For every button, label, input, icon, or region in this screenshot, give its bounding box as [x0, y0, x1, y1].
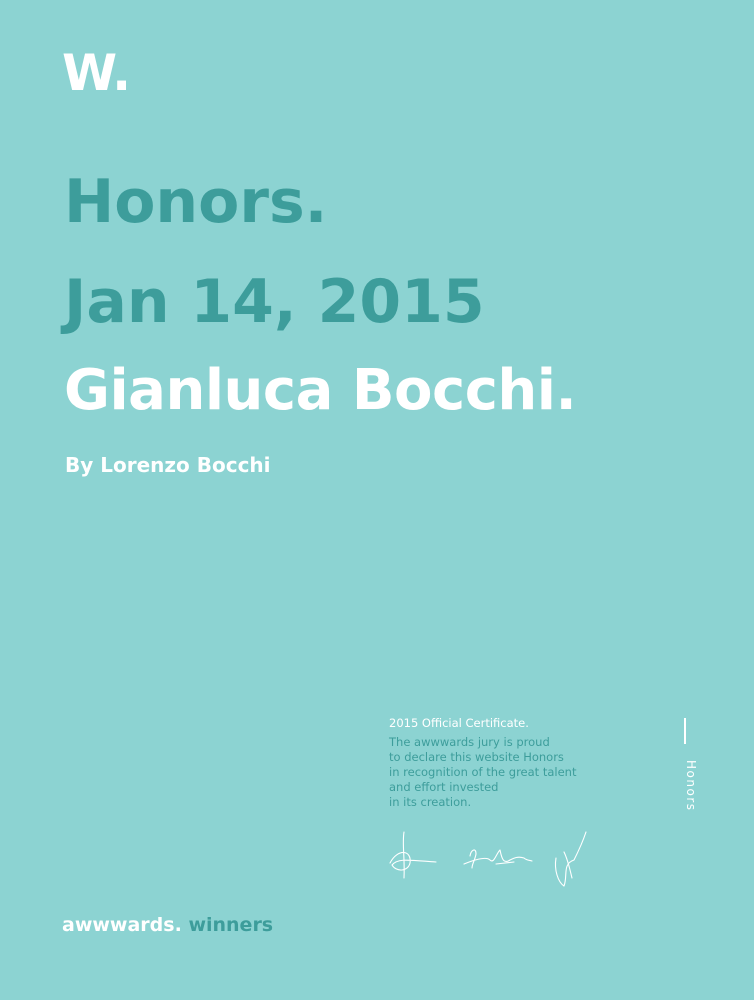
certificate-text: [389, 735, 649, 810]
award-title: Honors.: [64, 167, 328, 237]
certificate-line: and effort invested: [389, 780, 499, 794]
certificate-block: [389, 716, 649, 810]
signature-3: [555, 832, 586, 886]
signature-2: [464, 850, 532, 868]
certificate-line: in recognition of the great talent: [389, 765, 577, 779]
site-name: Gianluca Bocchi.: [64, 358, 577, 423]
side-award-label: Honors: [684, 760, 698, 812]
certificate-title: 2015 Official Certificate.: [389, 716, 529, 730]
awwwards-logo: W.: [62, 44, 131, 102]
award-date: Jan 14, 2015: [64, 267, 485, 337]
author-credit: By Lorenzo Bocchi: [65, 453, 271, 477]
footer-wordmark: [62, 916, 273, 935]
certificate-line: The awwwards jury is proud: [389, 735, 550, 749]
jury-signatures: [378, 830, 598, 890]
signature-1: [390, 832, 436, 878]
certificate-line: in its creation.: [389, 795, 472, 809]
footer-category: winners: [188, 914, 274, 936]
certificate-line: to declare this website Honors: [389, 750, 564, 764]
footer-brand: awwwards.: [62, 914, 182, 936]
side-divider: [684, 718, 686, 744]
